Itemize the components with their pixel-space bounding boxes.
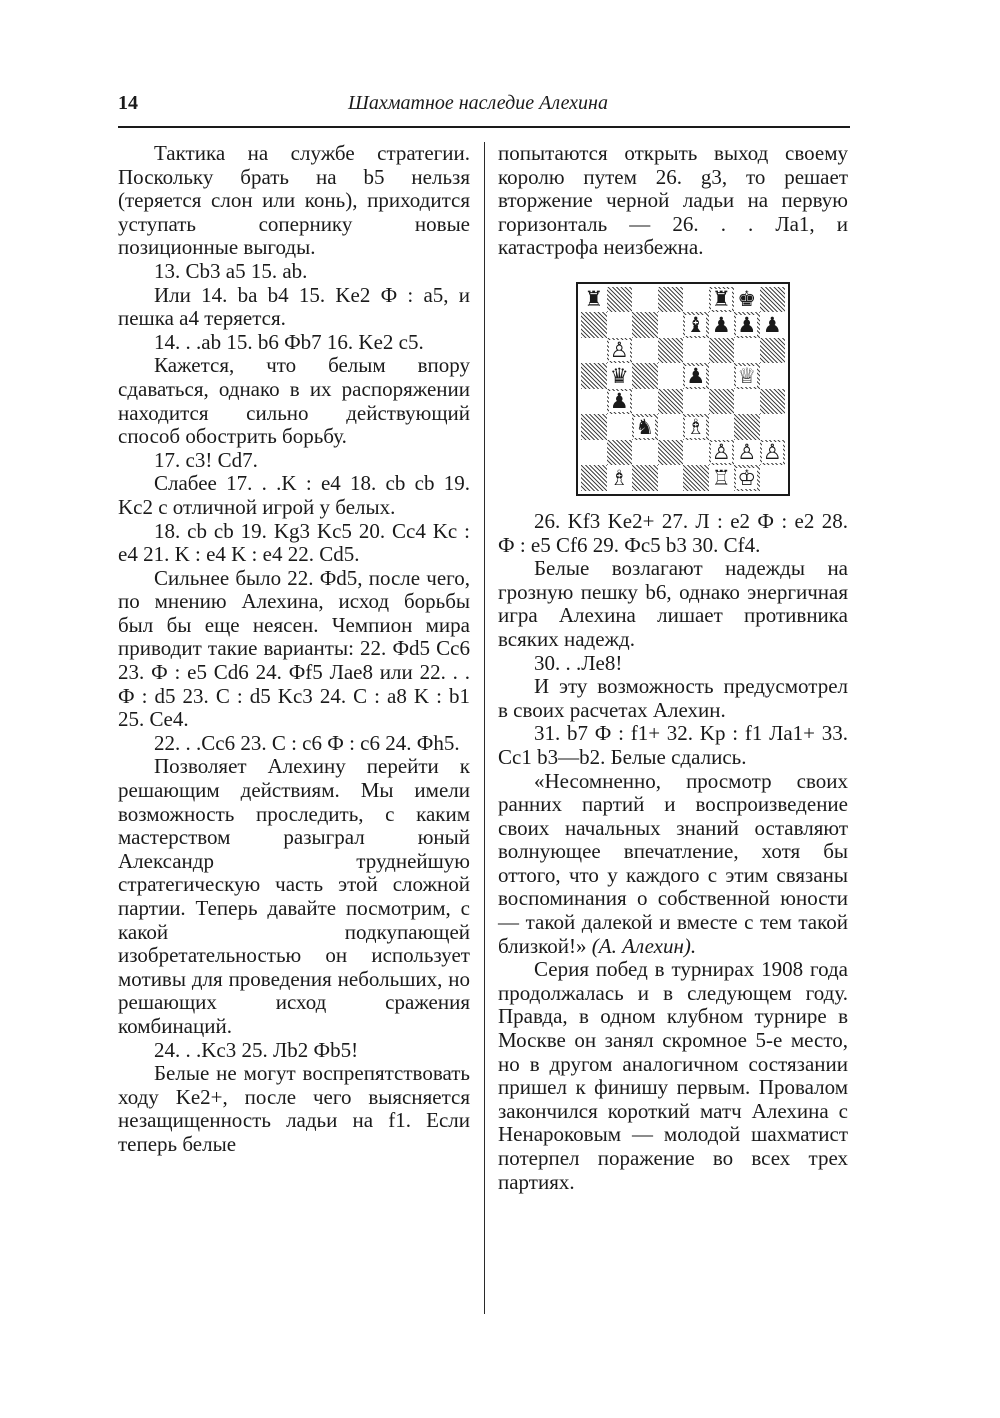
white-pawn-icon: ♙: [711, 440, 731, 465]
black-rook-icon: ♜: [584, 287, 604, 312]
board-square: [760, 363, 786, 389]
board-square: [658, 414, 684, 440]
paragraph: 17. c3! Cd7.: [154, 447, 258, 472]
paragraph: 31. b7 Ф : f1+ 32. Kp : f1 Лa1+ 33. Cc1 b3—b2. Белые сдались.: [498, 721, 848, 769]
board-square: [581, 287, 607, 313]
paragraph: Или 14. ba b4 15. Ke2 Ф : a5, и пешка a4 теряется.: [118, 282, 470, 331]
board-square: [734, 389, 760, 415]
board-square: [658, 465, 684, 491]
black-king-icon: ♚: [737, 287, 757, 312]
black-pawn-icon: ♟: [737, 312, 757, 337]
page-header: [118, 92, 850, 124]
board-square: [734, 440, 760, 466]
board-square: [632, 338, 658, 364]
board-square: [632, 440, 658, 466]
board-square: [683, 440, 709, 466]
board-square: [760, 414, 786, 440]
column-divider: [484, 142, 485, 1314]
black-bishop-icon: ♝: [686, 312, 706, 337]
white-queen-icon: ♕: [737, 363, 757, 388]
board-square: [709, 465, 735, 491]
paragraph: Белые возлагают надежды на грозную пешку b6, однако энергичная игра Алехина лишает противника всяких надежд.: [498, 556, 848, 651]
board-square: [734, 287, 760, 313]
board-square: [760, 338, 786, 364]
board-square: [581, 414, 607, 440]
board-square: [709, 389, 735, 415]
paragraph: Белые не могут воспрепятствовать ходу Ke2+, после чего выясняется незащищенность ладьи на f1. Если теперь белые: [118, 1061, 470, 1156]
board-square: [709, 363, 735, 389]
black-pawn-icon: ♟: [686, 363, 706, 388]
board-square: [607, 363, 633, 389]
black-pawn-icon: ♟: [762, 312, 782, 337]
paragraph: попытаются открыть выход своему королю путем 26. g3, то решает вторжение черной ладьи на первую горизонталь — 26. . . Лa1, и катастрофа неизбежна.: [498, 141, 848, 260]
white-king-icon: ♔: [737, 465, 757, 490]
board-square: [632, 287, 658, 313]
board-square: [607, 389, 633, 415]
board-square: [658, 338, 684, 364]
board-square: [658, 287, 684, 313]
board-square: [760, 389, 786, 415]
board-square: [683, 363, 709, 389]
board-square: [734, 414, 760, 440]
board-square: [683, 465, 709, 491]
paragraph: 14. . .ab 15. b6 Фb7 16. Ke2 c5.: [154, 329, 424, 354]
paragraph: Кажется, что белым впору сдаваться, однако в их распоряжении находится сильно действующий способ обострить борьбу.: [118, 353, 470, 449]
paragraph: Серия побед в турнирах 1908 года продолжалась и в следующем году. Правда, в одном клубном турнире в Москве он занял скромное 5-е место, но в другом аналогичном состязании пришел к финишу первым. Провалом закончился короткий матч Алехина с Ненароковым — молодой шахматист потерпел поражение во всех трех партиях.: [498, 957, 848, 1194]
paragraph: Слабее 17. . .K : e4 18. cb cb 19. Kc2 с отличной игрой у белых.: [118, 471, 470, 519]
board-square: [658, 312, 684, 338]
board-square: [760, 287, 786, 313]
board-square: [709, 287, 735, 313]
chess-diagram: [498, 282, 848, 496]
board-square: [734, 312, 760, 338]
black-queen-icon: ♛: [609, 363, 629, 388]
black-pawn-icon: ♟: [711, 312, 731, 337]
paragraph: Позволяет Алехину перейти к решающим действиям. Мы имели возможность проследить, с каким мастерством разыграл юный Александр труднейшую стратегическую часть этой сложной партии. Теперь давайте посмотрим, с какой подкупающей изобретательностью он использует мотивы для проведения небольших, но решающих исход сражения комбинаций.: [118, 754, 470, 1038]
board-square: [658, 389, 684, 415]
white-pawn-icon: ♙: [762, 440, 782, 465]
board-square: [632, 465, 658, 491]
board-square: [632, 312, 658, 338]
board-square: [734, 465, 760, 491]
board-square: [581, 338, 607, 364]
board-square: [607, 338, 633, 364]
board-square: [709, 312, 735, 338]
board-square: [581, 312, 607, 338]
board-square: [632, 363, 658, 389]
quote-text: «Несомненно, просмотр своих ранних партий и воспроизведение своих начальных знаний оставляют волнующее впечатление, хотя бы оттого, что у каждого с этим связаны воспоминания о собственной юности — такой далекой и вместе с тем такой близкой!»: [498, 768, 848, 958]
paragraph: 24. . .Kc3 25. Лb2 Фb5!: [154, 1037, 359, 1062]
quote-author: (А. Алехин).: [591, 933, 697, 958]
left-column: [118, 142, 470, 1157]
white-pawn-icon: ♙: [609, 338, 629, 363]
board-square: [709, 338, 735, 364]
board-square: [607, 287, 633, 313]
board-square: [683, 389, 709, 415]
board-square: [607, 414, 633, 440]
board-square: [581, 440, 607, 466]
page-number: 14: [118, 92, 138, 114]
quote-paragraph: [498, 770, 848, 959]
board-square: [760, 312, 786, 338]
board-square: [581, 465, 607, 491]
right-column: [498, 142, 848, 1194]
paragraph: 30. . .Лe8!: [534, 650, 623, 675]
paragraph: 18. cb cb 19. Kg3 Kc5 20. Cc4 Kc : e4 21. K : e4 K : e4 22. Cd5.: [118, 518, 470, 567]
paragraph: 26. Kf3 Ke2+ 27. Л : e2 Ф : e2 28. Ф : e5 Cf6 29. Фc5 b3 30. Cf4.: [498, 508, 848, 557]
white-bishop-icon: ♗: [609, 465, 629, 490]
white-bishop-icon: ♗: [686, 414, 706, 439]
board-square: [760, 465, 786, 491]
paragraph: 13. Cb3 a5 15. ab.: [154, 258, 308, 283]
board-square: [607, 440, 633, 466]
board-square: [683, 287, 709, 313]
header-rule: [118, 126, 850, 128]
paragraph: Тактика на службе стратегии. Поскольку брать на b5 нельзя (теряется слон или конь), приходится уступать сопернику новые позиционные выгоды.: [118, 141, 470, 260]
chess-board: [576, 282, 790, 496]
board-square: [683, 312, 709, 338]
running-title: Шахматное наследие Алехина: [348, 92, 608, 114]
board-square: [607, 465, 633, 491]
board-square: [581, 389, 607, 415]
board-square: [658, 363, 684, 389]
black-knight-icon: ♞: [635, 414, 655, 439]
white-pawn-icon: ♙: [737, 440, 757, 465]
board-square: [709, 440, 735, 466]
board-square: [683, 414, 709, 440]
board-square: [658, 440, 684, 466]
board-square: [760, 440, 786, 466]
board-square: [734, 363, 760, 389]
black-rook-icon: ♜: [711, 287, 731, 312]
board-square: [632, 414, 658, 440]
board-square: [632, 389, 658, 415]
paragraph: И эту возможность предусмотрел в своих расчетах Алехин.: [498, 674, 848, 722]
paragraph: Сильнее было 22. Фd5, после чего, по мнению Алехина, исход борьбы был бы еще неясен. Чемпион мира приводит такие варианты: 22. Фd5 Cc6 23. Ф : e5 Cd6 24. Фf5 Лae8 или 22. . . Ф : d5 23. C : d5 Kc3 24. C : a8 K : b1 25. Ce4.: [118, 565, 470, 732]
black-pawn-icon: ♟: [609, 389, 629, 414]
board-square: [709, 414, 735, 440]
board-square: [683, 338, 709, 364]
white-rook-icon: ♖: [711, 465, 731, 490]
paragraph: 22. . .Cc6 23. C : c6 Ф : c6 24. Фh5.: [154, 730, 460, 755]
board-square: [581, 363, 607, 389]
board-square: [607, 312, 633, 338]
board-square: [734, 338, 760, 364]
